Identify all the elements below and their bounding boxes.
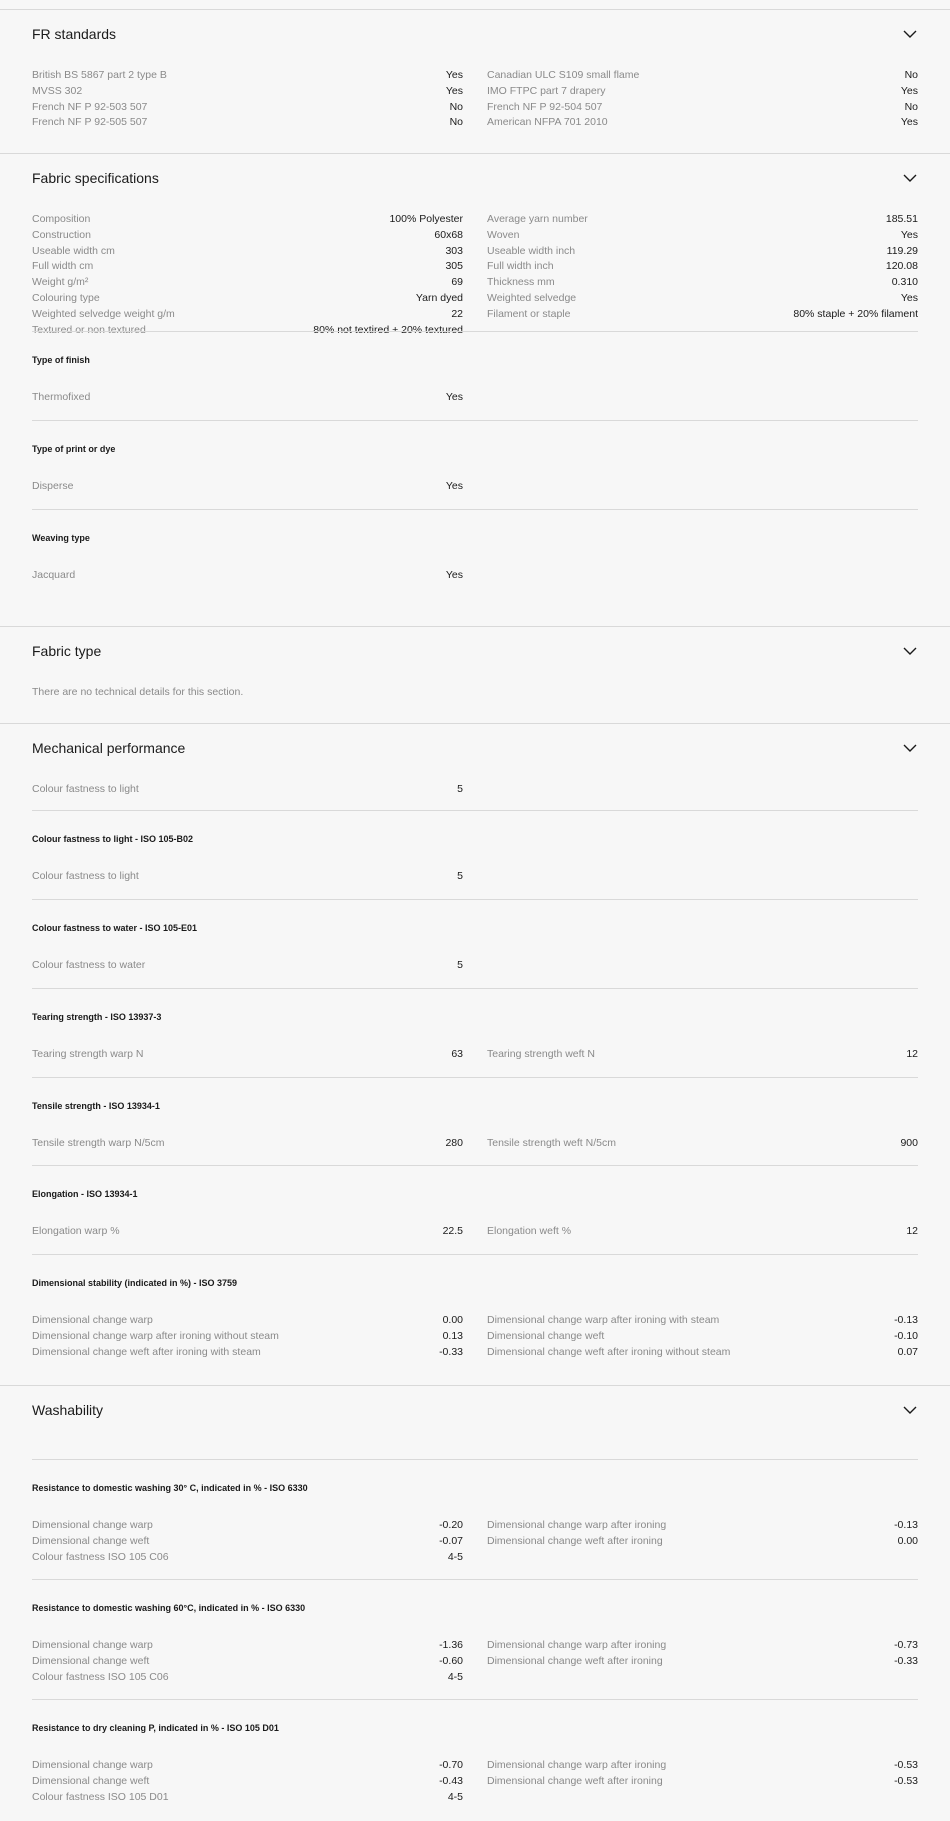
section-fabric-specifications: [0, 153, 950, 626]
subgroup-title: Tearing strength - ISO 13937-3: [32, 1012, 162, 1022]
spec-value: Yes: [900, 228, 918, 241]
spec-value: Yes: [445, 69, 463, 81]
spec-label: Filament or staple: [487, 307, 571, 320]
spec-value: -0.73: [894, 1639, 918, 1651]
spec-value: 63: [451, 1048, 463, 1060]
spec-label: Tensile strength weft N/5cm: [487, 1137, 616, 1149]
spec-value: 0.310: [891, 276, 918, 289]
spec-value: 0.07: [897, 1345, 918, 1358]
spec-item: [487, 229, 918, 245]
spec-item: [32, 85, 463, 101]
spec-row: [32, 1671, 918, 1687]
spec-item: [487, 1137, 918, 1153]
spec-value: -0.10: [894, 1329, 918, 1342]
spec-row: [32, 480, 918, 496]
spec-value: -0.53: [894, 1774, 918, 1787]
divider: [32, 1579, 918, 1580]
spec-value: -0.33: [439, 1345, 463, 1358]
spec-value: 22: [451, 307, 463, 320]
spec-label: Dimensional change weft: [32, 1534, 150, 1547]
spec-value: No: [449, 100, 463, 113]
spec-row: [32, 1314, 918, 1330]
spec-row: [32, 1137, 918, 1153]
spec-value: No: [904, 69, 918, 81]
spec-item: [32, 1791, 463, 1807]
divider: [32, 1699, 918, 1700]
spec-row: [32, 1535, 918, 1551]
divider: [32, 1254, 918, 1255]
spec-row: [32, 308, 918, 324]
section-title: Mechanical performance: [32, 740, 186, 756]
spec-value: Yes: [445, 480, 463, 492]
spec-item: [487, 1048, 918, 1064]
subgroup-title: Resistance to dry cleaning P, indicated in % - ISO 105 D01: [32, 1723, 279, 1733]
spec-item: [487, 101, 918, 117]
spec-item: [487, 1655, 918, 1671]
subgroup-title: Tensile strength - ISO 13934-1: [32, 1101, 160, 1111]
spec-item: [32, 1519, 463, 1535]
spec-item: [32, 1655, 463, 1671]
spec-item: [32, 1346, 463, 1362]
spec-row: [32, 1346, 918, 1362]
spec-row: [32, 1759, 918, 1775]
spec-label: Colour fastness to light: [32, 783, 139, 795]
spec-label: Dimensional change warp: [32, 1314, 153, 1326]
spec-item: [487, 85, 918, 101]
spec-label: French NF P 92-504 507: [487, 100, 603, 113]
spec-item: [32, 245, 463, 261]
spec-label: Dimensional change weft after ironing: [487, 1654, 663, 1667]
section-header[interactable]: [32, 627, 918, 677]
spec-row: [32, 1791, 918, 1807]
spec-value: No: [449, 116, 463, 129]
divider: [32, 420, 918, 421]
spec-value: -0.20: [439, 1519, 463, 1531]
spec-row: [32, 1655, 918, 1671]
spec-item: [487, 1519, 918, 1535]
spec-label: Dimensional change warp after ironing: [487, 1759, 667, 1771]
chevron-down-icon[interactable]: [902, 26, 918, 42]
spec-row: [32, 1639, 918, 1655]
spec-value: 100% Polyester: [389, 213, 463, 225]
spec-item: [32, 1639, 463, 1655]
chevron-down-icon[interactable]: [902, 643, 918, 659]
spec-label: Dimensional change warp: [32, 1519, 153, 1531]
spec-value: 305: [445, 260, 463, 273]
spec-item: [487, 213, 918, 229]
spec-label: IMO FTPC part 7 drapery: [487, 84, 606, 97]
spec-row: [32, 276, 918, 292]
spec-label: Full width inch: [487, 260, 554, 273]
spec-label: Construction: [32, 228, 91, 241]
section-fr-standards: [0, 9, 950, 154]
spec-item: [32, 1330, 463, 1346]
chevron-down-icon[interactable]: [902, 740, 918, 756]
spec-row: [32, 1048, 918, 1064]
spec-value: 5: [457, 783, 463, 795]
spec-item: [32, 870, 463, 886]
spec-row: [32, 85, 918, 101]
spec-label: Dimensional change weft: [487, 1329, 605, 1342]
spec-label: Dimensional change warp after ironing: [487, 1519, 667, 1531]
section-washability: [0, 1385, 950, 1821]
spec-label: Dimensional change warp after ironing without steam: [32, 1329, 279, 1342]
spec-row: [32, 213, 918, 229]
spec-label: Colouring type: [32, 292, 100, 304]
spec-label: Dimensional change weft after ironing: [487, 1774, 663, 1787]
spec-label: Dimensional change weft after ironing with steam: [32, 1345, 261, 1358]
spec-value: -0.33: [894, 1654, 918, 1667]
spec-value: Yes: [445, 391, 463, 403]
spec-label: British BS 5867 part 2 type B: [32, 69, 167, 81]
spec-label: Composition: [32, 213, 91, 225]
divider: [32, 509, 918, 510]
empty-note: There are no technical details for this section.: [32, 686, 244, 698]
spec-value: -0.07: [439, 1534, 463, 1547]
divider: [32, 810, 918, 811]
spec-row: [32, 245, 918, 261]
spec-label: Useable width cm: [32, 244, 115, 257]
spec-value: 4-5: [447, 1790, 463, 1803]
spec-label: Tearing strength weft N: [487, 1048, 595, 1060]
spec-value: 12: [906, 1225, 918, 1237]
spec-label: Tensile strength warp N/5cm: [32, 1137, 165, 1149]
spec-item: [32, 1225, 463, 1241]
section-title: Washability: [32, 1402, 104, 1418]
chevron-down-icon[interactable]: [902, 1402, 918, 1418]
spec-value: -0.53: [894, 1759, 918, 1771]
spec-item: [32, 391, 463, 407]
spec-value: 119.29: [886, 244, 918, 257]
spec-value: Yes: [445, 569, 463, 581]
spec-item: [487, 1639, 918, 1655]
spec-item: [32, 292, 463, 308]
spec-label: MVSS 302: [32, 84, 83, 97]
spec-label: Colour fastness ISO 105 C06: [32, 1550, 169, 1563]
spec-value: 80% staple + 20% filament: [793, 307, 918, 320]
divider: [32, 899, 918, 900]
spec-item: [487, 1346, 918, 1362]
spec-label: Dimensional change weft after ironing: [487, 1534, 663, 1547]
spec-label: Thermofixed: [32, 391, 91, 403]
spec-value: 900: [900, 1137, 918, 1149]
spec-row: [32, 260, 918, 276]
spec-value: 22.5: [442, 1225, 463, 1237]
section-header[interactable]: [32, 10, 918, 60]
spec-row: [32, 783, 918, 799]
spec-label: Full width cm: [32, 260, 94, 273]
spec-row: [32, 116, 918, 132]
spec-row: [32, 569, 918, 585]
spec-item: [487, 116, 918, 132]
spec-label: Dimensional change warp: [32, 1759, 153, 1771]
spec-value: 280: [445, 1137, 463, 1149]
spec-value: 60x68: [434, 228, 463, 241]
spec-item: [32, 569, 463, 585]
spec-value: 12: [906, 1048, 918, 1060]
spec-item: [487, 1759, 918, 1775]
spec-item: [32, 116, 463, 132]
spec-label: Weighted selvedge: [487, 292, 577, 304]
spec-item: [32, 959, 463, 975]
subgroup-title: Elongation - ISO 13934-1: [32, 1189, 138, 1199]
spec-row: [32, 391, 918, 407]
spec-item: [32, 783, 463, 799]
chevron-down-icon[interactable]: [902, 170, 918, 186]
spec-row: [32, 101, 918, 117]
spec-item: [487, 69, 918, 85]
spec-item: [487, 1225, 918, 1241]
spec-item: [487, 1330, 918, 1346]
spec-label: Woven: [487, 228, 520, 241]
spec-label: Dimensional change warp after ironing: [487, 1639, 667, 1651]
section-title: FR standards: [32, 26, 117, 42]
spec-value: -1.36: [439, 1639, 463, 1651]
subgroup-title: Colour fastness to water - ISO 105-E01: [32, 923, 198, 933]
spec-value: 185.51: [885, 213, 918, 225]
spec-label: Canadian ULC S109 small flame: [487, 69, 640, 81]
spec-row: [32, 870, 918, 886]
subgroup-title: Dimensional stability (indicated in %) - ISO 3759: [32, 1278, 238, 1288]
spec-item: [32, 1048, 463, 1064]
spec-value: 80% not textired + 20% textured: [313, 323, 463, 336]
spec-value: -0.60: [439, 1654, 463, 1667]
spec-value: 5: [457, 959, 463, 971]
spec-row: [32, 229, 918, 245]
spec-label: Weight g/m²: [32, 276, 89, 289]
spec-value: 4-5: [447, 1670, 463, 1683]
spec-item: [32, 1314, 463, 1330]
subgroup-title: Type of finish: [32, 355, 90, 365]
divider: [32, 988, 918, 989]
spec-label: Dimensional change warp after ironing with steam: [487, 1314, 720, 1326]
spec-label: Colour fastness ISO 105 D01: [32, 1790, 169, 1803]
spec-label: Textured or non textured: [32, 323, 146, 336]
spec-item: [32, 69, 463, 85]
spec-value: -0.70: [439, 1759, 463, 1771]
spec-label: Jacquard: [32, 569, 76, 581]
section-header[interactable]: [32, 154, 918, 204]
spec-value: 303: [445, 244, 463, 257]
spec-item: [32, 1775, 463, 1791]
spec-label: French NF P 92-505 507: [32, 116, 148, 129]
spec-label: Colour fastness ISO 105 C06: [32, 1670, 169, 1683]
spec-item: [487, 292, 918, 308]
spec-label: Colour fastness to light: [32, 870, 139, 882]
spec-label: Elongation warp %: [32, 1225, 120, 1237]
spec-item: [32, 229, 463, 245]
spec-label: Dimensional change weft after ironing without steam: [487, 1345, 731, 1358]
spec-row: [32, 959, 918, 975]
spec-value: Yes: [900, 292, 918, 304]
spec-item: [487, 260, 918, 276]
spec-value: 4-5: [447, 1550, 463, 1563]
spec-value: Yes: [445, 84, 463, 97]
spec-label: Tearing strength warp N: [32, 1048, 144, 1060]
spec-value: No: [904, 100, 918, 113]
spec-value: -0.13: [894, 1314, 918, 1326]
spec-label: Thickness mm: [487, 276, 555, 289]
spec-item: [487, 308, 918, 324]
spec-value: 0.00: [897, 1534, 918, 1547]
spec-label: French NF P 92-503 507: [32, 100, 148, 113]
section-mechanical-performance: [0, 723, 950, 1386]
spec-item: [487, 1314, 918, 1330]
spec-item: [487, 1535, 918, 1551]
spec-label: Weighted selvedge weight g/m: [32, 307, 175, 320]
spec-row: [32, 1225, 918, 1241]
section-header[interactable]: [32, 1386, 918, 1436]
spec-label: Disperse: [32, 480, 74, 492]
subgroup-title: Resistance to domestic washing 60°C, indicated in % - ISO 6330: [32, 1603, 306, 1613]
subgroup-title: Type of print or dye: [32, 444, 116, 454]
spec-label: American NFPA 701 2010: [487, 116, 608, 129]
spec-row: [32, 1551, 918, 1567]
spec-item: [487, 276, 918, 292]
spec-row: [32, 1775, 918, 1791]
spec-item: [32, 1759, 463, 1775]
divider: [32, 1165, 918, 1166]
divider: [32, 331, 918, 332]
spec-row: [32, 292, 918, 308]
spec-label: Dimensional change weft: [32, 1774, 150, 1787]
subgroup-title: Weaving type: [32, 533, 90, 543]
spec-label: Useable width inch: [487, 244, 576, 257]
spec-value: -0.13: [894, 1519, 918, 1531]
section-title: Fabric specifications: [32, 170, 159, 186]
spec-label: Dimensional change warp: [32, 1639, 153, 1651]
spec-item: [32, 101, 463, 117]
spec-row: [32, 1330, 918, 1346]
subgroup-title: Colour fastness to light - ISO 105-B02: [32, 834, 194, 844]
spec-value: -0.43: [439, 1774, 463, 1787]
spec-item: [487, 245, 918, 261]
spec-value: 5: [457, 870, 463, 882]
spec-label: Colour fastness to water: [32, 959, 146, 971]
spec-value: 0.00: [442, 1314, 463, 1326]
spec-value: 69: [451, 276, 463, 289]
spec-item: [32, 1137, 463, 1153]
spec-item: [32, 260, 463, 276]
spec-value: Yes: [900, 84, 918, 97]
section-title: Fabric type: [32, 643, 102, 659]
section-header[interactable]: [32, 724, 918, 774]
spec-item: [32, 308, 463, 324]
spec-value: 120.08: [885, 260, 918, 273]
spec-value: Yes: [900, 116, 918, 129]
spec-item: [32, 213, 463, 229]
spec-label: Average yarn number: [487, 213, 588, 225]
spec-row: [32, 1519, 918, 1535]
spec-value: 0.13: [442, 1329, 463, 1342]
spec-row: [32, 69, 918, 85]
spec-value: Yarn dyed: [415, 292, 463, 304]
spec-item: [32, 1671, 463, 1687]
spec-label: Dimensional change weft: [32, 1654, 150, 1667]
spec-label: Elongation weft %: [487, 1225, 572, 1237]
subgroup-title: Resistance to domestic washing 30° C, indicated in % - ISO 6330: [32, 1483, 308, 1493]
spec-item: [487, 1775, 918, 1791]
section-fabric-type: [0, 626, 950, 724]
divider: [32, 1459, 918, 1460]
spec-item: [32, 1551, 463, 1567]
spec-item: [32, 1535, 463, 1551]
spec-item: [32, 480, 463, 496]
spec-item: [32, 276, 463, 292]
divider: [32, 1077, 918, 1078]
